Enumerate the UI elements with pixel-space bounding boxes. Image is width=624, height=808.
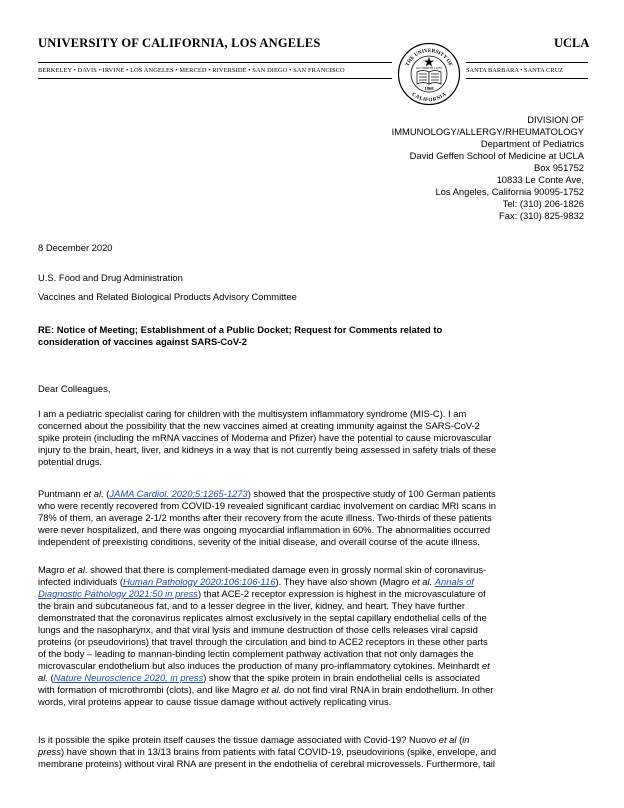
subject-line-text: RE: Notice of Meeting; Establishment of a Public Docket; Request for Comments related to <box>38 324 443 335</box>
paragraph-line <box>38 564 594 576</box>
paragraph-line: I am a pediatric specialist caring for children with the multisystem inflammatory syndrome (MIS-C). I am <box>38 408 467 419</box>
paragraph-line: membrane proteins) without viral RNA are present in the endothelia of cerebral microvessels. Furthermore, tail <box>38 758 495 769</box>
address-line: IMMUNOLOGY/ALLERGY/RHEUMATOLOGY <box>391 126 584 137</box>
paragraph-line: potential drugs. <box>38 456 103 467</box>
citation-link-human-pathology[interactable]: Human Pathology 2020:106:106-116 <box>122 576 276 587</box>
paragraph-line: who were recently recovered from COVID-19 revealed significant cardiac involvement on cardiac MRI scans in <box>38 500 497 511</box>
campus-list-right: SANTA BARBARA • SANTA CRUZ <box>466 67 564 74</box>
text-run-italic: et al. <box>261 684 282 695</box>
paragraph-line: of the body – leading to mannan-binding lectin complement pathway activation that not only damages the <box>38 648 474 659</box>
text-run: Puntmann <box>38 488 84 499</box>
subject-line <box>38 324 588 348</box>
university-seal <box>397 42 461 106</box>
salutation: Dear Colleagues, <box>38 383 111 394</box>
text-run: ( <box>47 672 54 683</box>
citation-link-annals-diagnostic-pathology-cont[interactable]: Diagnostic Pathology 2021:50 in press <box>38 588 198 599</box>
paragraph-line <box>38 684 594 696</box>
paragraph-spike-protein <box>38 734 594 770</box>
citation-link-nature-neuroscience[interactable]: Nature Neuroscience 2020, in press <box>53 672 204 683</box>
address-line: Tel: (310) 206-1826 <box>502 198 584 209</box>
paragraph-line <box>38 576 594 588</box>
text-run: ( <box>103 488 110 499</box>
recipient-line: U.S. Food and Drug Administration <box>38 272 183 283</box>
paragraph-puntmann <box>38 488 594 548</box>
address-line: Department of Pediatrics <box>480 138 584 149</box>
paragraph-line: proteins (or pseudovirions) that travel through the circulation and bind to ACE2 receptors in these other parts <box>38 636 488 647</box>
university-name: UNIVERSITY OF CALIFORNIA, LOS ANGELES <box>38 36 321 50</box>
text-run: ) have shown that in 13/13 brains from patients with fatal COVID-19, pseudovirions (spike, envelope, and <box>60 746 497 757</box>
paragraph-line: lungs and the nasopharynx, and that viral lysis and immune destruction of those cells releases viral capsid <box>38 624 478 635</box>
letterhead-rule-top-left <box>38 62 392 63</box>
address-line: Fax: (310) 825-9832 <box>499 210 584 221</box>
seal-year: 1868 <box>424 86 434 91</box>
text-run: ) show that the spike protein in brain endothelial cells is associated <box>203 672 480 683</box>
paragraph-line <box>38 488 594 500</box>
paragraph-line: were never hospitalized, and there was ongoing myocardial inflammation in 60%. The abnormalities occurred <box>38 524 491 535</box>
text-run: Magro <box>38 564 68 575</box>
recipient-block <box>38 268 297 306</box>
text-run: ). They have also shown (Magro <box>275 576 412 587</box>
text-run: microvascular endothelium but also induces the production of many pro-inflammatory cytokines. Meinhardt <box>38 660 482 671</box>
citation-link-jama-cardiol[interactable]: JAMA Cardiol. 2020;5:1265-1273 <box>109 488 248 499</box>
seal-bottom-text: CALIFORNIA <box>410 91 448 104</box>
paragraph-line: concerned about the possibility that the new vaccines aimed at creating immunity against the SARS-CoV-2 <box>38 420 480 431</box>
citation-link-annals-diagnostic-pathology[interactable]: Annals of <box>434 576 474 587</box>
paragraph-line: independent of preexisting conditions, severity of the initial disease, and overall course of the acute illness. <box>38 536 480 547</box>
text-run: ) that ACE-2 receptor expression is highest in the microvasculature of <box>198 588 486 599</box>
letterhead-rule-bottom-left <box>38 78 392 79</box>
text-run-italic: press <box>38 746 61 757</box>
address-line: Los Angeles, California 90095-1752 <box>435 186 584 197</box>
letterhead-rule-bottom-right <box>466 78 588 79</box>
text-run: . showed that there is complement-mediated damage even in grossly normal skin of coronavirus- <box>84 564 487 575</box>
text-run-italic: et al. <box>411 576 433 587</box>
address-line: DIVISION OF <box>527 114 584 125</box>
seal-motto: LET THERE BE LIGHT <box>415 67 443 70</box>
seal-top-text: THE UNIVERSITY OF <box>404 47 454 68</box>
paragraph-line: the brain and subcutaneous fat, and to a lesser degree in the liver, kidney, and heart. They have further <box>38 600 466 611</box>
campus-list-left: BERKELEY • DAVIS • IRVINE • LOS ANGELES • MERCED • RIVERSIDE • SAN DIEGO • SAN FRANCISCO <box>38 67 345 74</box>
paragraph-line <box>38 746 594 758</box>
text-run-italic: et al <box>67 564 85 575</box>
paragraph-line <box>38 588 594 600</box>
text-run-italic: et <box>481 660 490 671</box>
address-line: 10833 Le Conte Ave, <box>496 174 584 185</box>
recipient-line: Vaccines and Related Biological Products Advisory Committee <box>38 291 297 302</box>
subject-line-text: consideration of vaccines against SARS-CoV-2 <box>38 336 247 347</box>
text-run-italic: et al. <box>83 488 104 499</box>
return-address <box>284 114 584 222</box>
paragraph-magro <box>38 564 594 708</box>
text-run: infected individuals ( <box>38 576 123 587</box>
address-line: Box 951752 <box>533 162 584 173</box>
paragraph-line: injury to the brain, heart, liver, and kidneys in a way that is not currently being assessed in safety trials of these <box>38 444 497 455</box>
paragraph-line: spike protein (including the mRNA vaccines of Moderna and Pfizer) have the potential to cause microvascular <box>38 432 492 443</box>
text-run: Is it possible the spike protein itself causes the tissue damage associated with Covid-19? Nuovo <box>38 734 439 745</box>
text-run-italic: et al <box>438 734 457 745</box>
text-run: do not find viral RNA in brain endothelium. In other <box>281 684 494 695</box>
paragraph-line <box>38 660 594 672</box>
university-abbreviation: UCLA <box>554 36 590 50</box>
text-run-italic: al. <box>38 672 48 683</box>
paragraph-line: words, viral proteins appear to cause tissue damage without actively replicating virus. <box>38 696 392 707</box>
text-run: ( <box>456 734 463 745</box>
text-run: with formation of microthrombi (clots), and like Magro <box>38 684 261 695</box>
text-run-italic: in <box>462 734 470 745</box>
paragraph-line <box>38 672 594 684</box>
paragraph-line: demonstrated that the coronavirus replicates almost exclusively in the septal capillary endothelial cells of the <box>38 612 487 623</box>
paragraph-line: 78% of them, an average 2-1/2 months after their recovery from the acute illness. Two-thirds of these patients <box>38 512 492 523</box>
letter-date: 8 December 2020 <box>38 242 113 253</box>
seal-book-icon <box>417 71 441 85</box>
paragraph-intro <box>38 408 594 468</box>
paragraph-line <box>38 734 594 746</box>
address-line: David Geffen School of Medicine at UCLA <box>409 150 584 161</box>
text-run: ) showed that the prospective study of 100 German patients <box>247 488 496 499</box>
letterhead-rule-top-right <box>466 62 588 63</box>
